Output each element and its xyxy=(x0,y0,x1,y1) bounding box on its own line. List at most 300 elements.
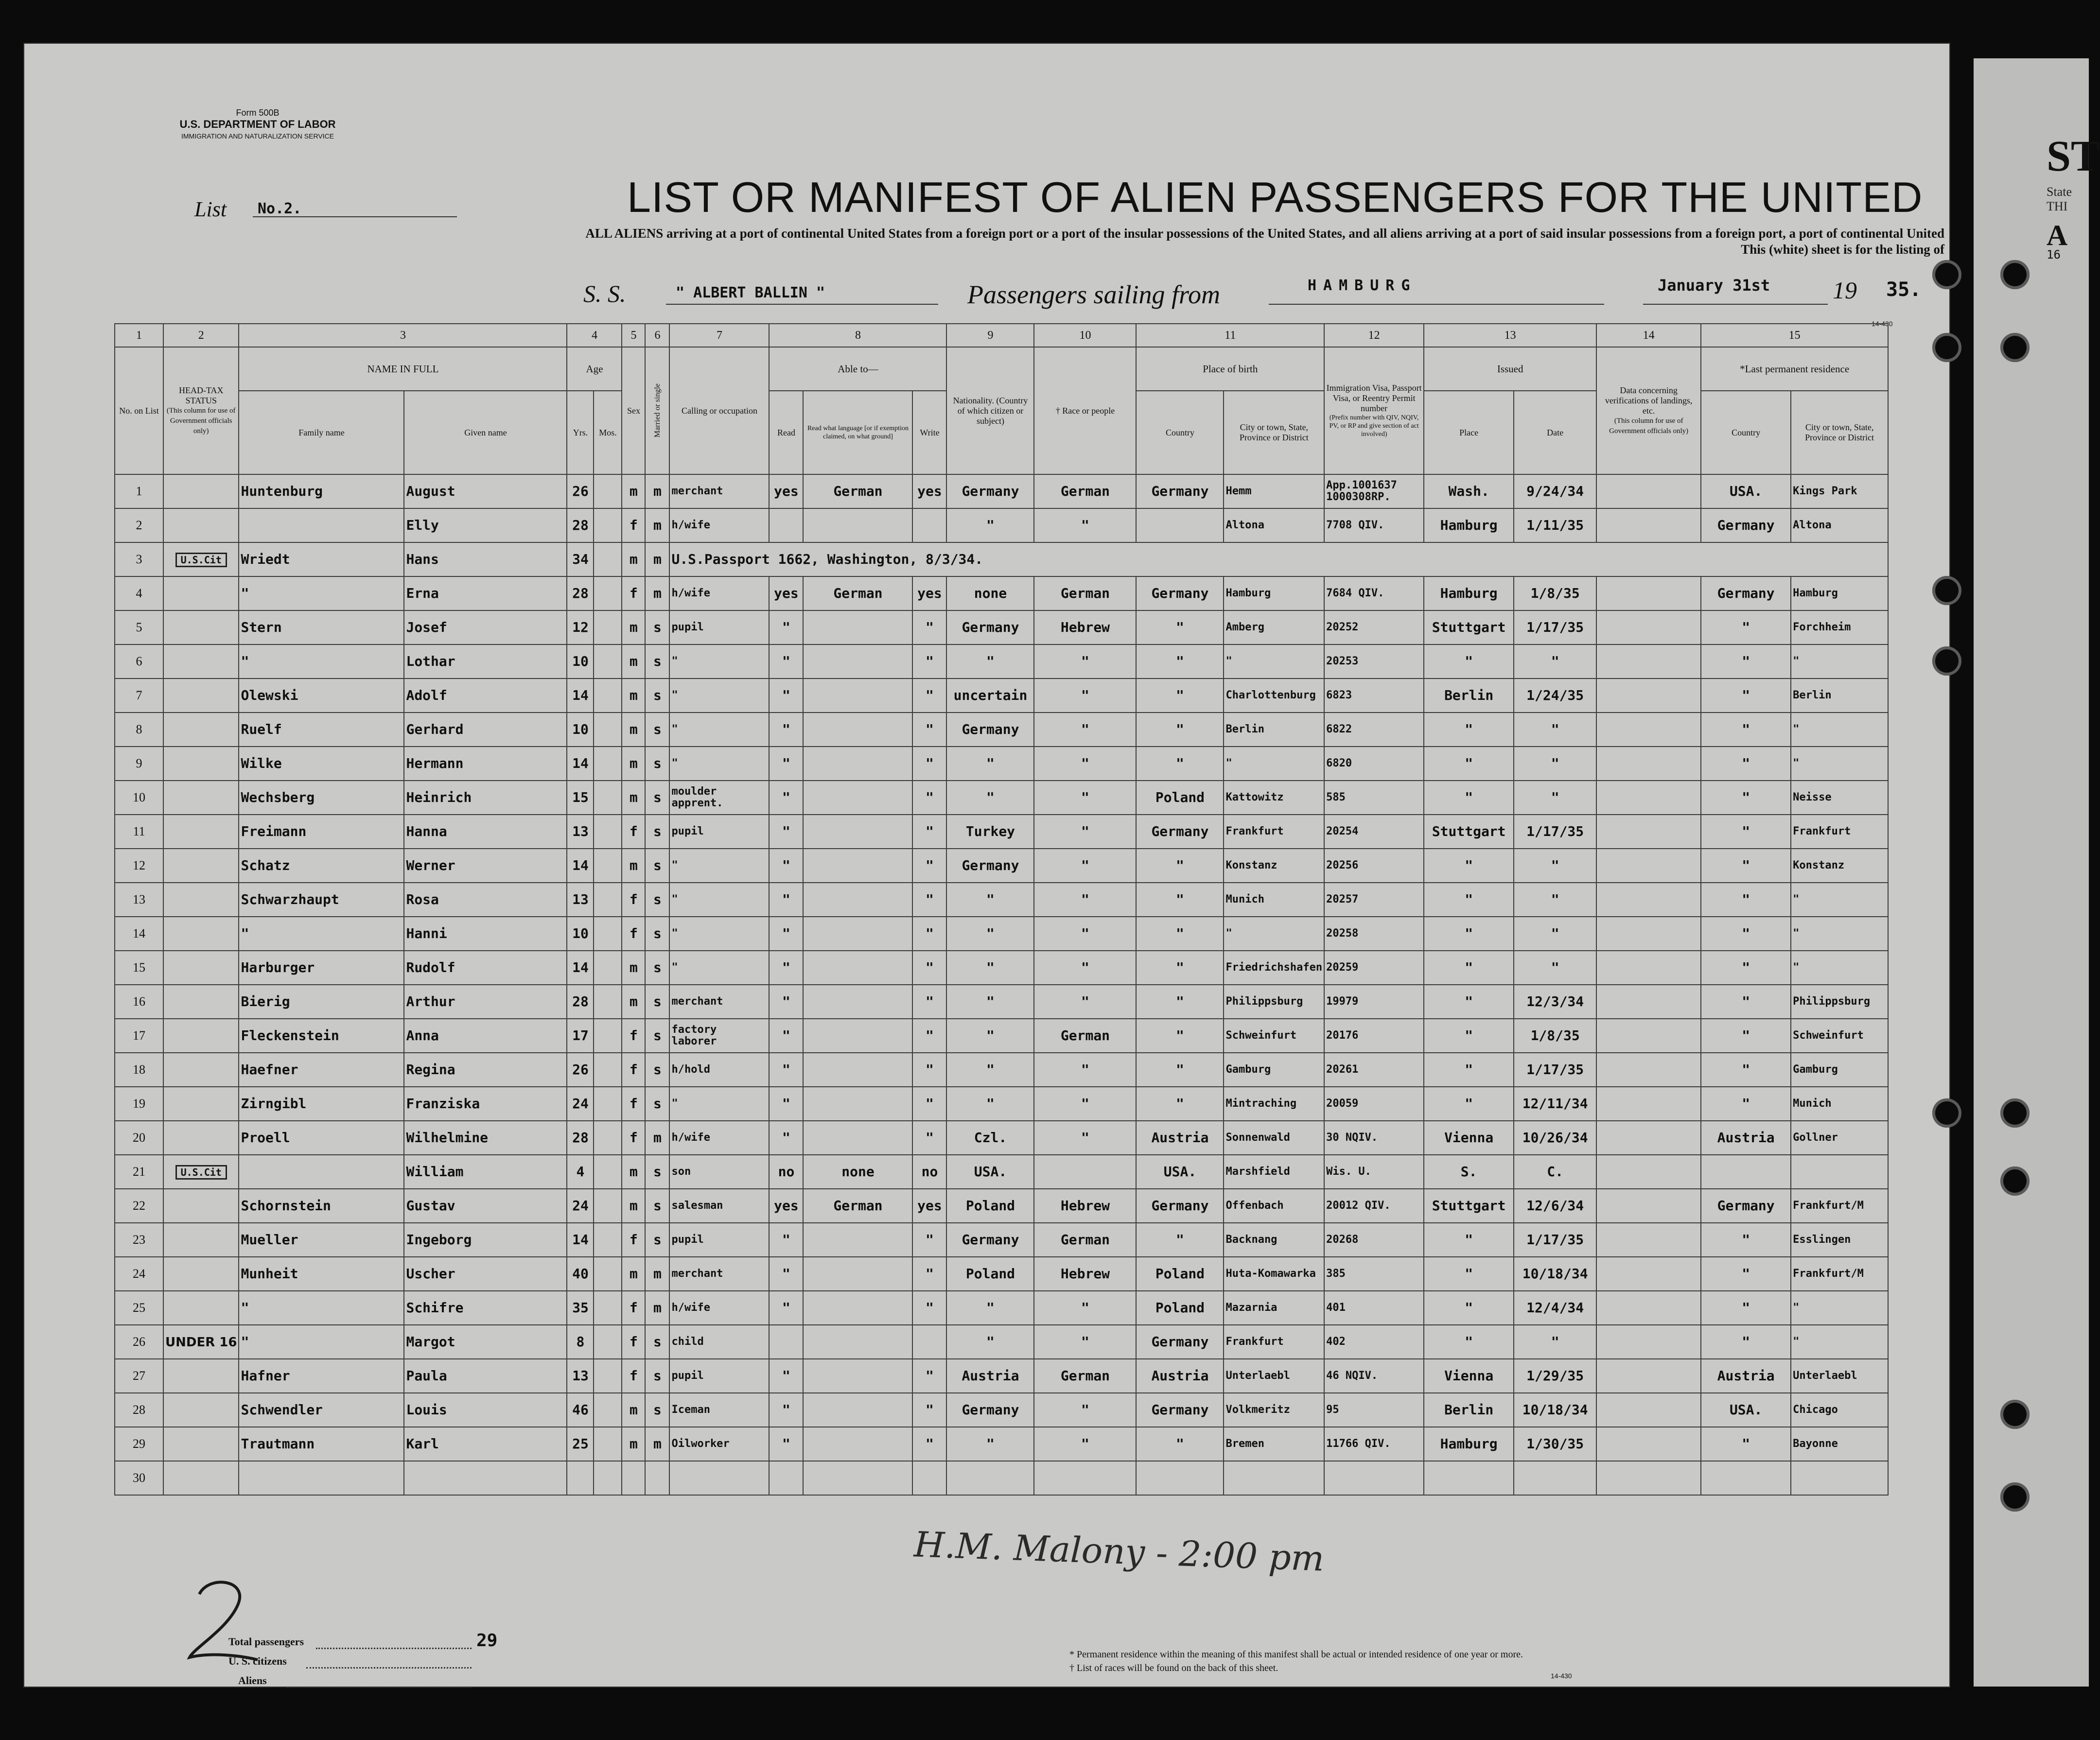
col-number: 11 xyxy=(1136,324,1324,347)
age-months-cell xyxy=(594,1189,622,1223)
birth-country-cell: " xyxy=(1136,951,1224,985)
sex-cell: m xyxy=(622,1393,645,1427)
birth-city-cell: Backnang xyxy=(1224,1223,1324,1257)
issued-place-cell: Hamburg xyxy=(1424,508,1514,542)
residence-city-cell: Forchheim xyxy=(1791,610,1888,644)
residence-city-cell: Bayonne xyxy=(1791,1427,1888,1461)
issued-place-cell: Berlin xyxy=(1424,1393,1514,1427)
can-read-cell: " xyxy=(769,883,803,917)
table-row xyxy=(115,985,1888,1019)
birth-country-cell: " xyxy=(1136,1427,1224,1461)
age-months-cell xyxy=(594,1393,622,1427)
marital-status-cell: m xyxy=(645,542,669,576)
nationality-cell: Austria xyxy=(946,1359,1034,1393)
nationality-cell: " xyxy=(946,951,1034,985)
occupation-cell: " xyxy=(669,951,769,985)
col-number: 5 xyxy=(622,324,645,347)
issued-date-cell: 12/11/34 xyxy=(1514,1087,1596,1121)
head-tax-cell xyxy=(163,1121,239,1155)
occupation-cell: h/wife xyxy=(669,508,769,542)
nationality-cell: Poland xyxy=(946,1257,1034,1291)
can-write-cell: " xyxy=(912,781,946,815)
verification-cell xyxy=(1596,951,1701,985)
race-cell: " xyxy=(1034,917,1136,951)
issued-place-cell: Hamburg xyxy=(1424,1427,1514,1461)
binder-hole xyxy=(1932,1098,1961,1128)
nationality-cell: Czl. xyxy=(946,1121,1034,1155)
form-number: Form 500B xyxy=(236,108,280,118)
birth-city-cell: " xyxy=(1224,917,1324,951)
can-read-cell: " xyxy=(769,1019,803,1053)
race-cell: " xyxy=(1034,883,1136,917)
given-name-cell: Erna xyxy=(404,576,567,610)
can-write-cell: " xyxy=(912,679,946,713)
binder-hole xyxy=(1932,576,1961,605)
can-read-cell: " xyxy=(769,985,803,1019)
marital-status-cell: s xyxy=(645,849,669,883)
family-name-cell: Haefner xyxy=(239,1053,404,1087)
header-write: Write xyxy=(912,391,946,474)
table-row xyxy=(115,474,1888,508)
age-months-cell xyxy=(594,1087,622,1121)
marital-status-cell: s xyxy=(645,883,669,917)
head-tax-cell xyxy=(163,1291,239,1325)
residence-country-cell xyxy=(1701,1461,1791,1495)
nationality-cell: " xyxy=(946,1325,1034,1359)
birth-city-cell: Altona xyxy=(1224,508,1324,542)
age-years-cell: 24 xyxy=(567,1087,594,1121)
age-years-cell: 4 xyxy=(567,1155,594,1189)
marital-status-cell: s xyxy=(645,985,669,1019)
read-language-cell: German xyxy=(803,1189,912,1223)
birth-city-cell xyxy=(1224,1461,1324,1495)
header-data-verif xyxy=(1596,347,1701,474)
nationality-cell: Germany xyxy=(946,713,1034,747)
can-write-cell: " xyxy=(912,1257,946,1291)
nationality-cell: Germany xyxy=(946,474,1034,508)
residence-city-cell: Chicago xyxy=(1791,1393,1888,1427)
given-name-cell: Margot xyxy=(404,1325,567,1359)
age-years-cell: 40 xyxy=(567,1257,594,1291)
header-last-residence: *Last permanent residence xyxy=(1701,347,1888,391)
residence-city-cell xyxy=(1791,1155,1888,1189)
occupation-cell: pupil xyxy=(669,815,769,849)
nationality-cell: " xyxy=(946,985,1034,1019)
issued-date-cell: " xyxy=(1514,644,1596,679)
race-cell: " xyxy=(1034,1121,1136,1155)
row-number: 6 xyxy=(115,644,163,679)
visa-number-cell: 20257 xyxy=(1324,883,1424,917)
residence-city-cell: " xyxy=(1791,713,1888,747)
row-number: 17 xyxy=(115,1019,163,1053)
age-months-cell xyxy=(594,815,622,849)
family-name-cell: Stern xyxy=(239,610,404,644)
race-cell: " xyxy=(1034,713,1136,747)
issued-date-cell: 12/4/34 xyxy=(1514,1291,1596,1325)
read-language-cell xyxy=(803,1427,912,1461)
sex-cell: f xyxy=(622,1291,645,1325)
occupation-cell: moulder apprent. xyxy=(669,781,769,815)
marital-status-cell: s xyxy=(645,679,669,713)
issued-date-cell: " xyxy=(1514,713,1596,747)
occupation-cell: pupil xyxy=(669,1359,769,1393)
birth-country-cell: USA. xyxy=(1136,1155,1224,1189)
occupation-cell: h/wife xyxy=(669,1291,769,1325)
verification-cell xyxy=(1596,1155,1701,1189)
given-name-cell: Wilhelmine xyxy=(404,1121,567,1155)
issued-date-cell: " xyxy=(1514,951,1596,985)
can-write-cell: " xyxy=(912,883,946,917)
marital-status-cell: s xyxy=(645,917,669,951)
marital-status-cell: s xyxy=(645,1189,669,1223)
residence-city-cell: Frankfurt/M xyxy=(1791,1189,1888,1223)
issued-date-cell: C. xyxy=(1514,1155,1596,1189)
table-row xyxy=(115,1257,1888,1291)
can-read-cell: " xyxy=(769,815,803,849)
table-row xyxy=(115,1053,1888,1087)
nationality-cell: Turkey xyxy=(946,815,1034,849)
sex-cell: m xyxy=(622,849,645,883)
col-number: 7 xyxy=(669,324,769,347)
birth-city-cell: Friedrichshafen xyxy=(1224,951,1324,985)
nationality-cell: " xyxy=(946,1427,1034,1461)
row-number: 27 xyxy=(115,1359,163,1393)
birth-city-cell: Charlottenburg xyxy=(1224,679,1324,713)
birth-city-cell: Unterlaebl xyxy=(1224,1359,1324,1393)
issued-place-cell: " xyxy=(1424,713,1514,747)
verification-cell xyxy=(1596,1019,1701,1053)
nationality-cell: " xyxy=(946,1291,1034,1325)
sex-cell: m xyxy=(622,1189,645,1223)
head-tax-cell xyxy=(163,1189,239,1223)
marital-status-cell: m xyxy=(645,1427,669,1461)
can-read-cell: " xyxy=(769,1393,803,1427)
family-name-cell: Trautmann xyxy=(239,1427,404,1461)
verification-cell xyxy=(1596,1427,1701,1461)
race-cell: " xyxy=(1034,781,1136,815)
table-row xyxy=(115,1087,1888,1121)
col-number: 9 xyxy=(946,324,1034,347)
residence-city-cell: Berlin xyxy=(1791,679,1888,713)
issued-place-cell: " xyxy=(1424,917,1514,951)
can-read-cell: yes xyxy=(769,1189,803,1223)
age-months-cell xyxy=(594,985,622,1019)
family-name-cell: Freimann xyxy=(239,815,404,849)
head-tax-note: (This column for use of Government officials only) xyxy=(166,406,236,435)
residence-city-cell: Unterlaebl xyxy=(1791,1359,1888,1393)
age-years-cell: 14 xyxy=(567,747,594,781)
can-write-cell: " xyxy=(912,1291,946,1325)
marital-status-cell: m xyxy=(645,1291,669,1325)
birth-city-cell: Frankfurt xyxy=(1224,815,1324,849)
verification-cell xyxy=(1596,917,1701,951)
family-name-cell: Olewski xyxy=(239,679,404,713)
can-read-cell: " xyxy=(769,781,803,815)
col-number: 8 xyxy=(769,324,946,347)
header-family-name: Family name xyxy=(239,391,404,474)
age-months-cell xyxy=(594,849,622,883)
total-passengers-dots xyxy=(316,1648,472,1649)
age-months-cell xyxy=(594,713,622,747)
sex-cell: f xyxy=(622,1223,645,1257)
can-write-cell xyxy=(912,1325,946,1359)
age-years-cell: 10 xyxy=(567,713,594,747)
head-tax-cell xyxy=(163,610,239,644)
age-years-cell: 15 xyxy=(567,781,594,815)
marital-status-cell: s xyxy=(645,1087,669,1121)
head-tax-cell xyxy=(163,1053,239,1087)
age-years-cell xyxy=(567,1461,594,1495)
age-years-cell: 24 xyxy=(567,1189,594,1223)
table-row xyxy=(115,508,1888,542)
read-language-cell xyxy=(803,1019,912,1053)
verification-cell xyxy=(1596,474,1701,508)
verification-cell xyxy=(1596,1257,1701,1291)
given-name-cell: Josef xyxy=(404,610,567,644)
visa-number-cell xyxy=(1324,1461,1424,1495)
residence-country-cell: USA. xyxy=(1701,1393,1791,1427)
age-months-cell xyxy=(594,542,622,576)
residence-city-cell: Frankfurt/M xyxy=(1791,1257,1888,1291)
can-write-cell: " xyxy=(912,917,946,951)
binder-hole xyxy=(2000,1166,2030,1196)
nationality-cell: Germany xyxy=(946,849,1034,883)
footnotes xyxy=(1069,1648,1523,1675)
head-tax-cell xyxy=(163,713,239,747)
married-label: Married or single xyxy=(653,383,662,438)
age-months-cell xyxy=(594,610,622,644)
issued-date-cell: 1/8/35 xyxy=(1514,1019,1596,1053)
sailing-date: January 31st xyxy=(1658,276,1770,295)
visa-number-cell: 20012 QIV. xyxy=(1324,1189,1424,1223)
birth-city-cell: " xyxy=(1224,644,1324,679)
age-years-cell: 26 xyxy=(567,474,594,508)
birth-city-cell: Munich xyxy=(1224,883,1324,917)
col-number: 4 xyxy=(567,324,622,347)
head-tax-cell xyxy=(163,1019,239,1053)
table-row xyxy=(115,1121,1888,1155)
age-months-cell xyxy=(594,1359,622,1393)
marital-status-cell: s xyxy=(645,1223,669,1257)
read-language-cell xyxy=(803,883,912,917)
row-number: 26 xyxy=(115,1325,163,1359)
family-name-cell: Wriedt xyxy=(239,542,404,576)
row-number: 18 xyxy=(115,1053,163,1087)
verification-cell xyxy=(1596,849,1701,883)
can-read-cell: " xyxy=(769,1257,803,1291)
family-name-cell: Ruelf xyxy=(239,713,404,747)
occupation-cell: Oilworker xyxy=(669,1427,769,1461)
issued-place-cell: " xyxy=(1424,883,1514,917)
birth-country-cell: Germany xyxy=(1136,1325,1224,1359)
read-language-cell xyxy=(803,1359,912,1393)
table-row xyxy=(115,1291,1888,1325)
sex-cell: m xyxy=(622,474,645,508)
residence-city-cell: Hamburg xyxy=(1791,576,1888,610)
given-name-cell: Gerhard xyxy=(404,713,567,747)
given-name-cell: Elly xyxy=(404,508,567,542)
can-write-cell: " xyxy=(912,985,946,1019)
residence-country-cell: " xyxy=(1701,747,1791,781)
header-visa xyxy=(1324,347,1424,474)
issued-date-cell: 12/3/34 xyxy=(1514,985,1596,1019)
nationality-cell: " xyxy=(946,747,1034,781)
table-row xyxy=(115,849,1888,883)
occupation-cell: h/wife xyxy=(669,576,769,610)
issued-place-cell: Wash. xyxy=(1424,474,1514,508)
table-row xyxy=(115,917,1888,951)
row-number: 2 xyxy=(115,508,163,542)
given-name-cell: Regina xyxy=(404,1053,567,1087)
sex-cell: m xyxy=(622,713,645,747)
sex-cell: m xyxy=(622,951,645,985)
next-sheet-col-number: 16 xyxy=(2047,248,2061,261)
header-head-tax xyxy=(163,347,239,474)
given-name-cell: Ingeborg xyxy=(404,1223,567,1257)
head-tax-cell xyxy=(163,781,239,815)
residence-city-cell: Gollner xyxy=(1791,1121,1888,1155)
residence-city-cell: " xyxy=(1791,747,1888,781)
race-cell: German xyxy=(1034,576,1136,610)
age-years-cell: 25 xyxy=(567,1427,594,1461)
header-read: Read xyxy=(769,391,803,474)
form-code-bottom: 14-430 xyxy=(1551,1672,1572,1680)
residence-country-cell: " xyxy=(1701,1087,1791,1121)
header-given-name: Given name xyxy=(404,391,567,474)
binder-hole xyxy=(1932,333,1961,362)
birth-country-cell: Poland xyxy=(1136,1257,1224,1291)
row-number: 12 xyxy=(115,849,163,883)
header-name-in-full: NAME IN FULL xyxy=(239,347,567,391)
race-cell: " xyxy=(1034,1325,1136,1359)
departure-port: HAMBURG xyxy=(1308,277,1417,294)
age-months-cell xyxy=(594,747,622,781)
occupation-cell: merchant xyxy=(669,985,769,1019)
table-row xyxy=(115,1461,1888,1495)
can-write-cell: " xyxy=(912,1393,946,1427)
can-write-cell: " xyxy=(912,1427,946,1461)
age-months-cell xyxy=(594,781,622,815)
age-months-cell xyxy=(594,951,622,985)
family-name-cell: Zirngibl xyxy=(239,1087,404,1121)
head-tax-cell xyxy=(163,917,239,951)
age-years-cell: 14 xyxy=(567,679,594,713)
family-name-cell: Bierig xyxy=(239,985,404,1019)
sex-cell: m xyxy=(622,679,645,713)
table-row xyxy=(115,781,1888,815)
read-language-cell: German xyxy=(803,576,912,610)
page-title: LIST OR MANIFEST OF ALIEN PASSENGERS FOR THE UNITED xyxy=(627,173,1923,221)
birth-city-cell: Philippsburg xyxy=(1224,985,1324,1019)
given-name-cell: William xyxy=(404,1155,567,1189)
occupation-cell: Iceman xyxy=(669,1393,769,1427)
col-number: 14 xyxy=(1596,324,1701,347)
sex-cell xyxy=(622,1461,645,1495)
can-read-cell xyxy=(769,1325,803,1359)
can-read-cell: " xyxy=(769,1291,803,1325)
read-language-cell xyxy=(803,1257,912,1291)
issued-place-cell: Stuttgart xyxy=(1424,610,1514,644)
marital-status-cell: s xyxy=(645,1019,669,1053)
read-language-cell: none xyxy=(803,1155,912,1189)
head-tax-cell xyxy=(163,747,239,781)
table-row xyxy=(115,1393,1888,1427)
verification-cell xyxy=(1596,1189,1701,1223)
nationality-cell: none xyxy=(946,576,1034,610)
birth-country-cell: " xyxy=(1136,610,1224,644)
can-write-cell: " xyxy=(912,951,946,985)
age-months-cell xyxy=(594,1121,622,1155)
can-write-cell: " xyxy=(912,747,946,781)
ship-underline xyxy=(666,304,938,305)
verification-cell xyxy=(1596,1461,1701,1495)
row-number: 24 xyxy=(115,1257,163,1291)
age-months-cell xyxy=(594,917,622,951)
binder-hole xyxy=(1932,646,1961,676)
family-name-cell xyxy=(239,1461,404,1495)
occupation-cell: " xyxy=(669,644,769,679)
occupation-cell: " xyxy=(669,747,769,781)
can-read-cell: " xyxy=(769,1427,803,1461)
verification-cell xyxy=(1596,1359,1701,1393)
birth-city-cell: Amberg xyxy=(1224,610,1324,644)
us-citizens-dots xyxy=(306,1667,472,1669)
can-write-cell: yes xyxy=(912,474,946,508)
visa-number-cell: 19979 xyxy=(1324,985,1424,1019)
date-underline xyxy=(1643,304,1828,305)
age-years-cell: 17 xyxy=(567,1019,594,1053)
family-name-cell: " xyxy=(239,917,404,951)
verification-cell xyxy=(1596,610,1701,644)
race-cell: German xyxy=(1034,1359,1136,1393)
verification-cell xyxy=(1596,508,1701,542)
year-suffix: 35. xyxy=(1886,278,1922,301)
binder-hole xyxy=(2000,1400,2030,1429)
age-months-cell xyxy=(594,644,622,679)
data-verif-note: (This column for use of Government officials only) xyxy=(1609,417,1689,435)
issued-place-cell: " xyxy=(1424,1087,1514,1121)
issued-place-cell: " xyxy=(1424,1291,1514,1325)
family-name-cell: " xyxy=(239,644,404,679)
nationality-cell: Germany xyxy=(946,1223,1034,1257)
passenger-manifest-table xyxy=(114,323,1889,1496)
family-name-cell: Schornstein xyxy=(239,1189,404,1223)
row-number: 16 xyxy=(115,985,163,1019)
nationality-cell: " xyxy=(946,781,1034,815)
row-number: 5 xyxy=(115,610,163,644)
can-read-cell: " xyxy=(769,1087,803,1121)
age-years-cell: 13 xyxy=(567,815,594,849)
verification-cell xyxy=(1596,883,1701,917)
nationality-cell: " xyxy=(946,1087,1034,1121)
issued-place-cell: " xyxy=(1424,1223,1514,1257)
birth-city-cell: " xyxy=(1224,747,1324,781)
read-language-cell xyxy=(803,985,912,1019)
sex-cell: m xyxy=(622,747,645,781)
head-tax-cell xyxy=(163,985,239,1019)
column-number-row xyxy=(115,324,1888,347)
row-number: 10 xyxy=(115,781,163,815)
head-tax-cell xyxy=(163,883,239,917)
race-cell: " xyxy=(1034,1427,1136,1461)
residence-city-cell: Kings Park xyxy=(1791,474,1888,508)
given-name-cell: Hanni xyxy=(404,917,567,951)
occupation-cell: pupil xyxy=(669,1223,769,1257)
age-months-cell xyxy=(594,679,622,713)
issued-date-cell: 1/29/35 xyxy=(1514,1359,1596,1393)
list-number: No.2. xyxy=(258,200,302,217)
nationality-cell: " xyxy=(946,644,1034,679)
